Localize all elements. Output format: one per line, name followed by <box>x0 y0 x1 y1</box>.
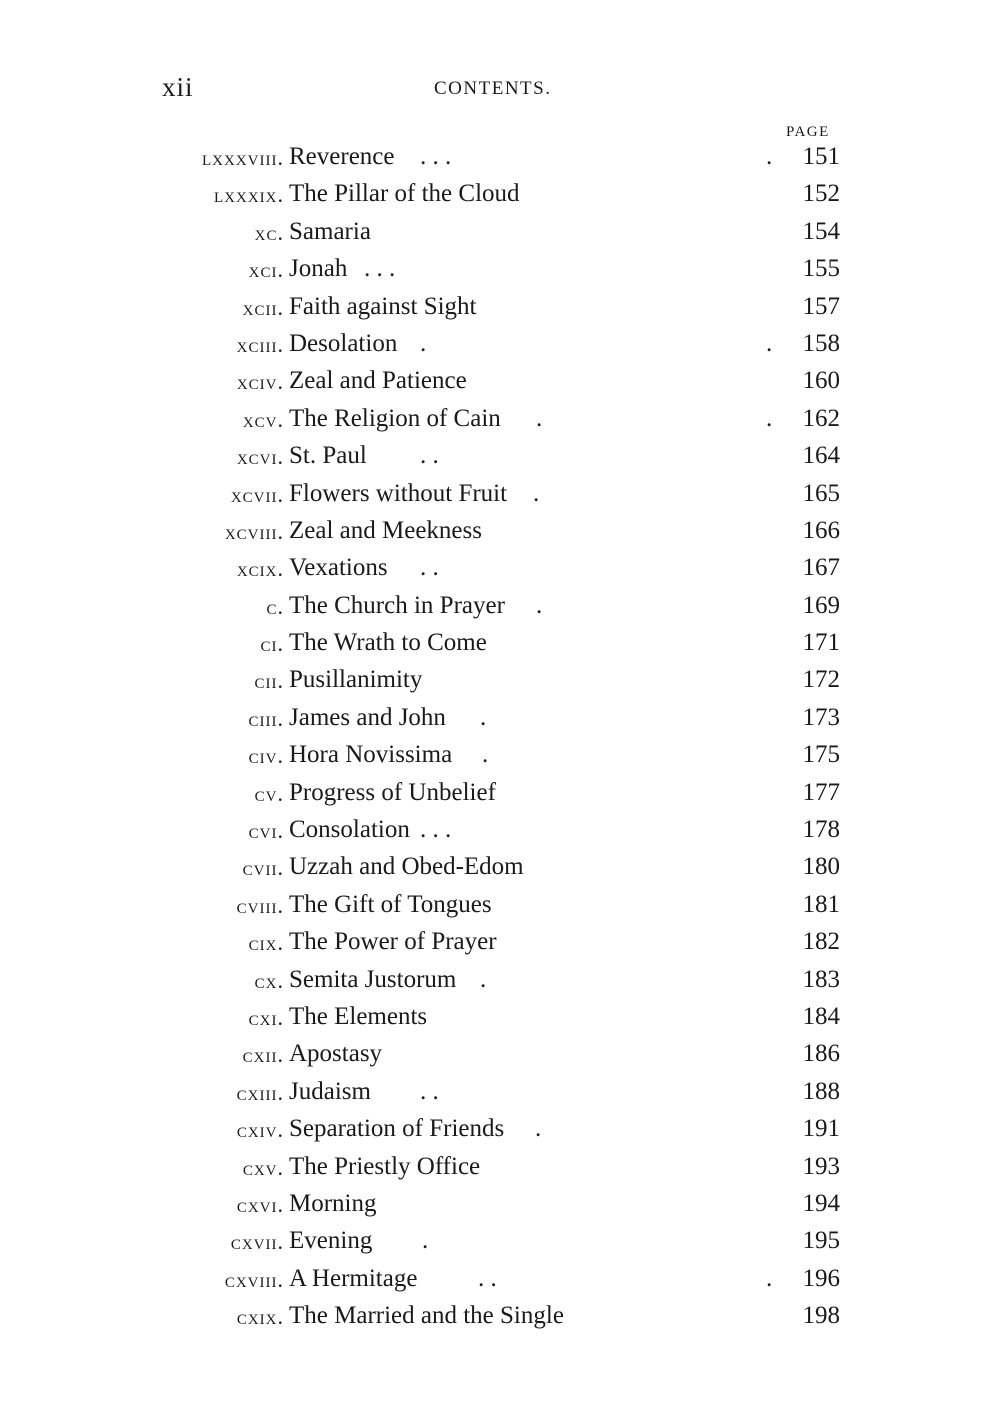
page-reference: 157 <box>802 292 840 320</box>
chapter-title: Pusillanimity <box>289 666 423 694</box>
toc-entry <box>0 813 1000 850</box>
toc-entry <box>0 738 1000 775</box>
chapter-title: Reverence <box>289 143 395 170</box>
chapter-numeral: xciv. <box>236 369 284 395</box>
page-reference: 186 <box>802 1040 840 1068</box>
page-leader-dot: . <box>766 329 773 357</box>
chapter-title: Desolation <box>289 329 398 357</box>
toc-entry <box>0 252 1000 289</box>
chapter-title: Zeal and Meekness <box>289 516 482 544</box>
toc-entry <box>0 1224 1000 1261</box>
chapter-title: Progress of Unbelief <box>289 778 496 806</box>
chapter-title: St. Paul <box>289 442 367 470</box>
page-reference: 182 <box>802 928 840 956</box>
leader-dots: . <box>422 1227 429 1255</box>
chapter-numeral: civ. <box>248 743 284 769</box>
chapter-title: The Married and the Single <box>289 1302 564 1330</box>
toc-entry <box>0 290 1000 327</box>
leader-dots: . . . <box>420 143 452 170</box>
page-reference: 169 <box>802 591 840 619</box>
page-reference: 172 <box>802 666 840 694</box>
toc-entry <box>0 551 1000 588</box>
page-reference: 162 <box>802 404 840 432</box>
toc-entry <box>0 1262 1000 1299</box>
page-reference: 178 <box>802 816 840 844</box>
page-reference: 160 <box>802 367 840 395</box>
page-reference: 152 <box>802 180 840 208</box>
page-reference: 177 <box>802 778 840 806</box>
leader-dots: . . <box>420 442 439 470</box>
toc-entry <box>0 327 1000 364</box>
page-reference: 175 <box>802 741 840 769</box>
page-reference: 158 <box>802 329 840 357</box>
toc-entry <box>0 776 1000 813</box>
toc-entry <box>0 963 1000 1000</box>
toc-entry <box>0 589 1000 626</box>
chapter-numeral: ciii. <box>248 705 284 731</box>
chapter-title: A Hermitage <box>289 1264 418 1292</box>
chapter-numeral: xciii. <box>236 331 284 357</box>
chapter-numeral: cx. <box>254 967 284 993</box>
chapter-numeral: xcviii. <box>224 518 284 544</box>
chapter-title: Judaism <box>289 1077 371 1105</box>
toc-entry <box>0 1150 1000 1187</box>
chapter-title: The Elements <box>289 1002 428 1030</box>
leader-dots: . . . <box>364 255 396 283</box>
chapter-title: The Church in Prayer <box>289 591 505 619</box>
toc-entry <box>0 1000 1000 1037</box>
chapter-title: Uzzah and Obed-Edom <box>289 853 524 881</box>
page-column-heading: PAGE <box>786 124 830 140</box>
leader-dots: . <box>536 404 543 432</box>
chapter-numeral: cxiii. <box>236 1079 284 1105</box>
chapter-title: Hora Novissima <box>289 741 453 769</box>
chapter-numeral: xci. <box>248 257 284 283</box>
table-of-contents <box>0 140 1000 1337</box>
chapter-title: Flowers without Fruit <box>289 479 508 507</box>
page-reference: 165 <box>802 479 840 507</box>
toc-entry <box>0 477 1000 514</box>
page-reference: 198 <box>802 1302 840 1330</box>
page-reference: 167 <box>802 554 840 582</box>
page-reference: 155 <box>802 255 840 283</box>
chapter-numeral: cxii. <box>242 1042 284 1068</box>
chapter-title: Faith against Sight <box>289 292 477 320</box>
page-reference: 195 <box>802 1227 840 1255</box>
page-reference: 191 <box>802 1115 840 1143</box>
chapter-title: Vexations <box>289 554 388 582</box>
leader-dots: . <box>535 1115 542 1143</box>
page-reference: 171 <box>802 629 840 657</box>
toc-entry <box>0 1187 1000 1224</box>
page-reference: 183 <box>802 965 840 993</box>
page-reference: 180 <box>802 853 840 881</box>
toc-entry <box>0 140 1000 177</box>
toc-entry <box>0 1075 1000 1112</box>
chapter-title: Zeal and Patience <box>289 367 467 395</box>
chapter-title: Samaria <box>289 217 371 245</box>
toc-entry <box>0 514 1000 551</box>
chapter-numeral: xcvii. <box>230 481 284 507</box>
leader-dots: . . <box>478 1264 497 1292</box>
chapter-numeral: cv. <box>254 780 284 806</box>
chapter-numeral: xc. <box>254 219 284 245</box>
toc-entry <box>0 850 1000 887</box>
page-leader-dot: . <box>766 404 773 432</box>
leader-dots: . <box>536 591 543 619</box>
page-leader-dot: . <box>766 1264 773 1292</box>
toc-entry <box>0 626 1000 663</box>
chapter-numeral: ci. <box>260 631 284 657</box>
chapter-title: The Gift of Tongues <box>289 890 492 918</box>
chapter-title: James and John <box>289 703 446 731</box>
leader-dots: . . <box>420 554 439 582</box>
toc-entry <box>0 1112 1000 1149</box>
chapter-numeral: cxiv. <box>236 1117 284 1143</box>
chapter-title: Evening <box>289 1227 373 1255</box>
chapter-title: Jonah <box>289 255 348 283</box>
leader-dots: . <box>480 703 487 731</box>
chapter-numeral: cxv. <box>242 1154 284 1180</box>
toc-entry <box>0 1299 1000 1336</box>
page-reference: 166 <box>802 516 840 544</box>
page-reference: 154 <box>802 217 840 245</box>
leader-dots: . . <box>420 1077 439 1105</box>
chapter-title: Semita Justorum <box>289 965 457 993</box>
chapter-numeral: xcv. <box>242 406 284 432</box>
toc-entry <box>0 177 1000 214</box>
chapter-numeral: cxviii. <box>224 1266 284 1292</box>
leader-dots: . <box>480 965 487 993</box>
running-head: CONTENTS. <box>434 78 552 99</box>
leader-dots: . . . <box>420 816 452 844</box>
chapter-title: The Wrath to Come <box>289 629 487 657</box>
page-reference: 196 <box>802 1264 840 1292</box>
page-leader-dot: . <box>766 143 773 170</box>
chapter-numeral: xcii. <box>242 294 284 320</box>
toc-entry <box>0 215 1000 252</box>
chapter-numeral: cvi. <box>248 818 284 844</box>
chapter-numeral: cxi. <box>248 1004 284 1030</box>
page-number: xii <box>162 72 194 102</box>
chapter-title: The Priestly Office <box>289 1152 481 1180</box>
chapter-title: Morning <box>289 1189 377 1217</box>
page-reference: 188 <box>802 1077 840 1105</box>
toc-entry <box>0 701 1000 738</box>
page-reference: 151 <box>802 143 840 170</box>
page-reference: 181 <box>802 890 840 918</box>
chapter-numeral: cix. <box>248 930 284 956</box>
toc-entry <box>0 663 1000 700</box>
page-reference: 173 <box>802 703 840 731</box>
chapter-numeral: cviii. <box>236 892 284 918</box>
toc-entry <box>0 888 1000 925</box>
chapter-numeral: c. <box>266 593 284 619</box>
chapter-title: The Pillar of the Cloud <box>289 180 520 208</box>
chapter-numeral: cxix. <box>236 1304 284 1330</box>
chapter-title: The Power of Prayer <box>289 928 497 956</box>
chapter-title: Apostasy <box>289 1040 383 1068</box>
page-reference: 193 <box>802 1152 840 1180</box>
page-reference: 184 <box>802 1002 840 1030</box>
leader-dots: . <box>533 479 540 507</box>
chapter-numeral: cxvi. <box>236 1191 284 1217</box>
chapter-numeral: xcix. <box>236 556 284 582</box>
chapter-title: Separation of Friends <box>289 1115 505 1143</box>
chapter-title: The Religion of Cain <box>289 404 501 432</box>
page-reference: 194 <box>802 1189 840 1217</box>
page-reference: 164 <box>802 442 840 470</box>
toc-entry <box>0 439 1000 476</box>
toc-entry <box>0 364 1000 401</box>
leader-dots: . <box>482 741 489 769</box>
chapter-numeral: xcvi. <box>236 444 284 470</box>
toc-entry <box>0 402 1000 439</box>
chapter-numeral: cvii. <box>242 855 284 881</box>
leader-dots: . <box>420 329 427 357</box>
chapter-numeral: cii. <box>254 668 284 694</box>
chapter-title: Consolation <box>289 816 410 844</box>
chapter-numeral: lxxxviii. <box>202 145 284 170</box>
toc-entry <box>0 925 1000 962</box>
chapter-numeral: lxxxix. <box>214 182 284 208</box>
toc-entry <box>0 1037 1000 1074</box>
chapter-numeral: cxvii. <box>230 1229 284 1255</box>
